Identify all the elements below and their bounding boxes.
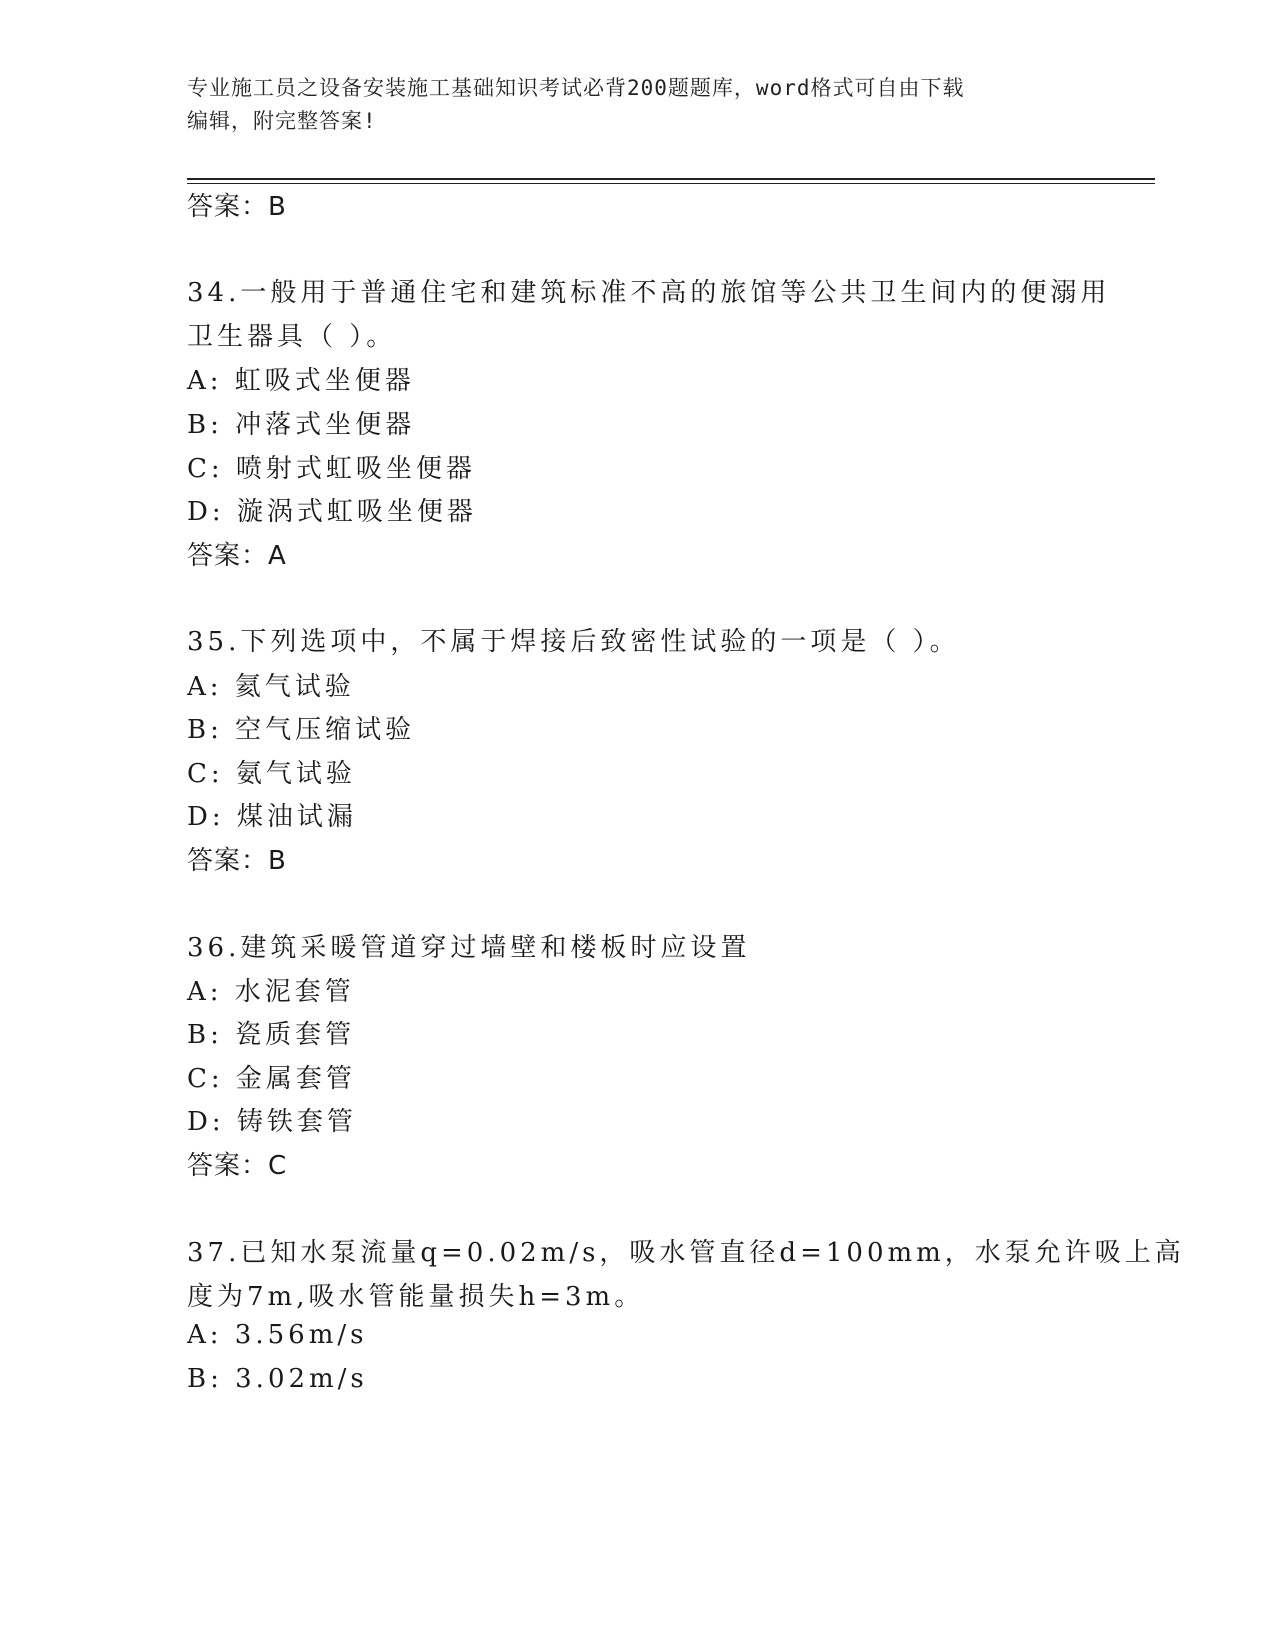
q36-option-a: A: 水泥套管: [187, 977, 355, 1007]
q34-option-b: B: 冲落式坐便器: [187, 410, 416, 440]
q36-option-c: C: 金属套管: [187, 1064, 356, 1094]
q35-answer: 答案：B: [187, 846, 287, 876]
q36-option-d: D: 铸铁套管: [187, 1107, 357, 1137]
q35-option-d: D: 煤油试漏: [187, 802, 357, 832]
q36-answer: 答案：C: [187, 1151, 288, 1181]
q37-option-a: A: 3.56m/s: [187, 1320, 368, 1350]
header-divider-thin: [187, 183, 1155, 184]
header-line-2: 编辑，附完整答案!: [187, 109, 377, 133]
header-line-1: 专业施工员之设备安装施工基础知识考试必背200题题库，word格式可自由下载: [187, 76, 965, 100]
document-header: [187, 72, 1067, 138]
q34-option-c: C: 喷射式虹吸坐便器: [187, 454, 476, 484]
header-divider-thick: [187, 178, 1155, 180]
q34-stem-line-2: 卫生器具（ ）。: [187, 322, 397, 352]
q35-option-b: B: 空气压缩试验: [187, 715, 416, 745]
q35-option-c: C: 氨气试验: [187, 759, 356, 789]
q36-stem-line-1: 36.建筑采暖管道穿过墙壁和楼板时应设置: [187, 933, 751, 963]
q37-stem-line-2: 度为7m,吸水管能量损失h=3m。: [187, 1282, 645, 1312]
q35-stem-line-1: 35.下列选项中，不属于焊接后致密性试验的一项是（ ）。: [187, 627, 960, 657]
q34-option-d: D: 漩涡式虹吸坐便器: [187, 497, 477, 527]
q34-option-a: A: 虹吸式坐便器: [187, 366, 415, 396]
previous-answer: 答案：B: [187, 192, 287, 222]
q34-answer: 答案：A: [187, 541, 287, 571]
q35-option-a: A: 氦气试验: [187, 672, 355, 702]
q36-option-b: B: 瓷质套管: [187, 1020, 356, 1050]
q37-option-b: B: 3.02m/s: [187, 1364, 368, 1394]
q37-stem-line-1: 37.已知水泵流量q=0.02m/s，吸水管直径d=100mm，水泵允许吸上高: [187, 1238, 1185, 1268]
q34-stem-line-1: 34.一般用于普通住宅和建筑标准不高的旅馆等公共卫生间内的便溺用: [187, 278, 1111, 308]
